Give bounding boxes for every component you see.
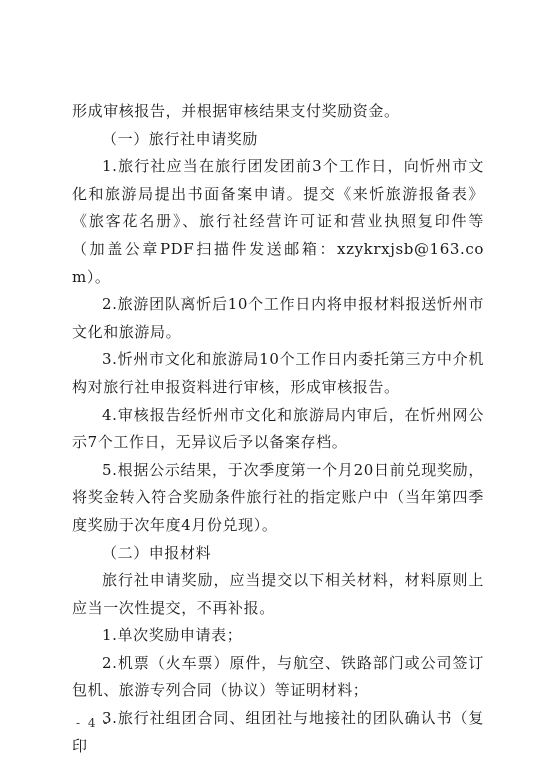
paragraph-step-1: 1.旅行社应当在旅行团发团前3个工作日，向忻州市文化和旅游局提出书面备案申请。提交《来忻旅游报备表》《旅客花名册》、旅行社经营许可证和营业执照复印件等（加盖公章PDF扫描件发送邮箱：xzykrxjsb@163.com）。 <box>72 157 484 286</box>
paragraph-step-2: 2.旅游团队离忻后10个工作日内将申报材料报送忻州市文化和旅游局。 <box>72 295 484 341</box>
paragraph-continuation: 形成审核报告，并根据审核结果支付奖励资金。 <box>72 102 400 120</box>
paragraph-step-4: 4.审核报告经忻州市文化和旅游局内审后，在忻州网公示7个工作日，无异议后予以备案存档。 <box>72 405 484 452</box>
section-heading-applying-for-reward: （一）旅行社申请奖励 <box>102 129 259 148</box>
paragraph-step-5: 5.根据公示结果，于次季度第一个月20日前兑现奖励，将奖金转入符合奖励条件旅行社的指定账户中（当年第四季度奖励于次年度4月份兑现）。 <box>72 460 484 534</box>
page-number: - 4 - <box>76 716 110 730</box>
paragraph-step-3: 3.忻州市文化和旅游局10个工作日内委托第三方中介机构对旅行社申报资料进行审核，形成审核报告。 <box>72 350 484 396</box>
paragraph-materials-intro: 旅行社申请奖励，应当提交以下相关材料，材料原则上应当一次性提交，不再补报。 <box>72 571 484 617</box>
paragraph-material-3: 3.旅行社组团合同、组团社与地接社的团队确认书（复印 <box>72 709 484 755</box>
paragraph-material-2: 2.机票（火车票）原件，与航空、铁路部门或公司签订包机、旅游专列合同（协议）等证明材料； <box>72 653 484 700</box>
paragraph-material-1: 1.单次奖励申请表； <box>102 626 243 645</box>
section-heading-application-materials: （二）申报材料 <box>102 543 212 562</box>
document-body <box>72 98 484 760</box>
